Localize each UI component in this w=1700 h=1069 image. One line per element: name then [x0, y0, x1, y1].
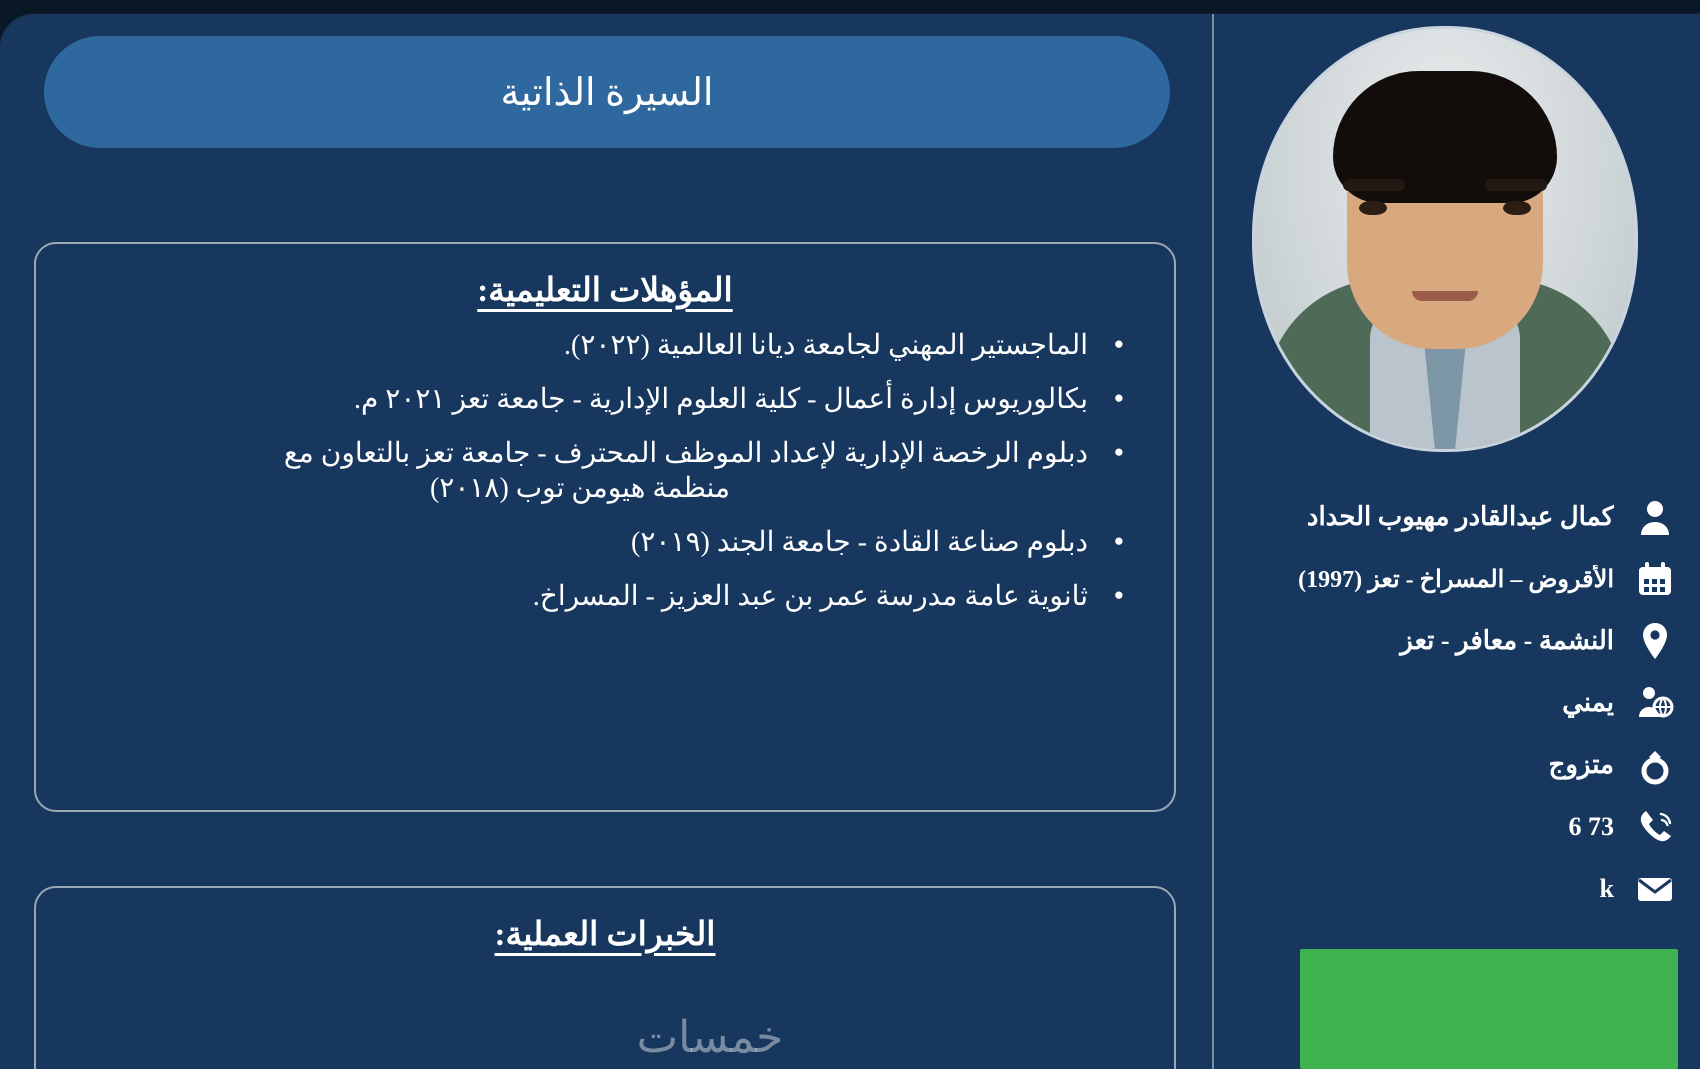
portrait-photo	[1255, 29, 1635, 449]
education-item-text: الماجستير المهني لجامعة ديانا العالمية (٢٠٢٢).	[564, 330, 1088, 361]
avatar	[1252, 26, 1638, 452]
list-item	[72, 436, 1130, 508]
contact-row-nationality	[1224, 672, 1678, 734]
location-pin-icon	[1632, 618, 1678, 664]
portrait-eye-left	[1359, 201, 1387, 215]
list-item	[72, 328, 1130, 364]
page-title: السيرة الذاتية	[500, 71, 714, 114]
contact-nationality-text: يمني	[1562, 688, 1614, 717]
contact-phone-text: 73 6	[1568, 812, 1614, 841]
profile-side-panel	[1212, 14, 1700, 1069]
section-experience	[34, 886, 1176, 1069]
contact-row-phone	[1224, 796, 1678, 858]
portrait-brow-right	[1485, 179, 1547, 191]
person-icon	[1632, 494, 1678, 540]
portrait-mouth	[1412, 291, 1478, 301]
list-item	[72, 382, 1130, 418]
email-icon	[1632, 866, 1678, 912]
watermark: خمسات	[636, 1013, 784, 1062]
contact-email-text: k	[1599, 874, 1614, 903]
section-education-heading: المؤهلات التعليمية:	[477, 273, 733, 309]
contact-row-birth	[1224, 548, 1678, 610]
calendar-icon	[1632, 556, 1678, 602]
contact-list	[1214, 486, 1700, 920]
list-item	[72, 525, 1130, 561]
education-item-text: دبلوم الرخصة الإدارية لإعداد الموظف المحترف - جامعة تعز بالتعاون مع	[283, 437, 1088, 469]
education-item-text: ثانوية عامة مدرسة عمر بن عبد العزيز - المسراخ.	[532, 581, 1088, 613]
document-title-banner	[44, 36, 1170, 148]
phone-icon	[1632, 804, 1678, 850]
contact-address-text: النشمة - معافر - تعز	[1400, 626, 1614, 655]
cv-sheet	[0, 14, 1700, 1069]
contact-row-name	[1224, 486, 1678, 548]
redaction-box	[1300, 949, 1678, 1069]
contact-row-address	[1224, 610, 1678, 672]
contact-row-marital	[1224, 734, 1678, 796]
ring-icon	[1632, 742, 1678, 788]
education-list	[72, 328, 1130, 615]
list-item	[72, 579, 1130, 615]
contact-name-text: كمال عبدالقادر مهيوب الحداد	[1306, 502, 1614, 531]
section-experience-heading: الخبرات العملية:	[494, 917, 716, 953]
contact-marital-text: متزوج	[1548, 750, 1614, 779]
education-item-text: دبلوم صناعة القادة - جامعة الجند (٢٠١٩)	[631, 527, 1088, 559]
main-column	[0, 14, 1212, 1069]
education-item-text-cont: منظمة هيومن توب (٢٠١٨)	[429, 473, 731, 505]
nationality-icon	[1632, 680, 1678, 726]
contact-birth-text: الأقروض – المسراخ - تعز (1997)	[1298, 566, 1614, 593]
contact-row-email	[1224, 858, 1678, 920]
section-education	[34, 242, 1176, 812]
education-item-text: بكالوريوس إدارة أعمال - كلية العلوم الإدارية - جامعة تعز ٢٠٢١ م.	[353, 383, 1088, 415]
portrait-brow-left	[1343, 179, 1405, 191]
portrait-eye-right	[1503, 201, 1531, 215]
